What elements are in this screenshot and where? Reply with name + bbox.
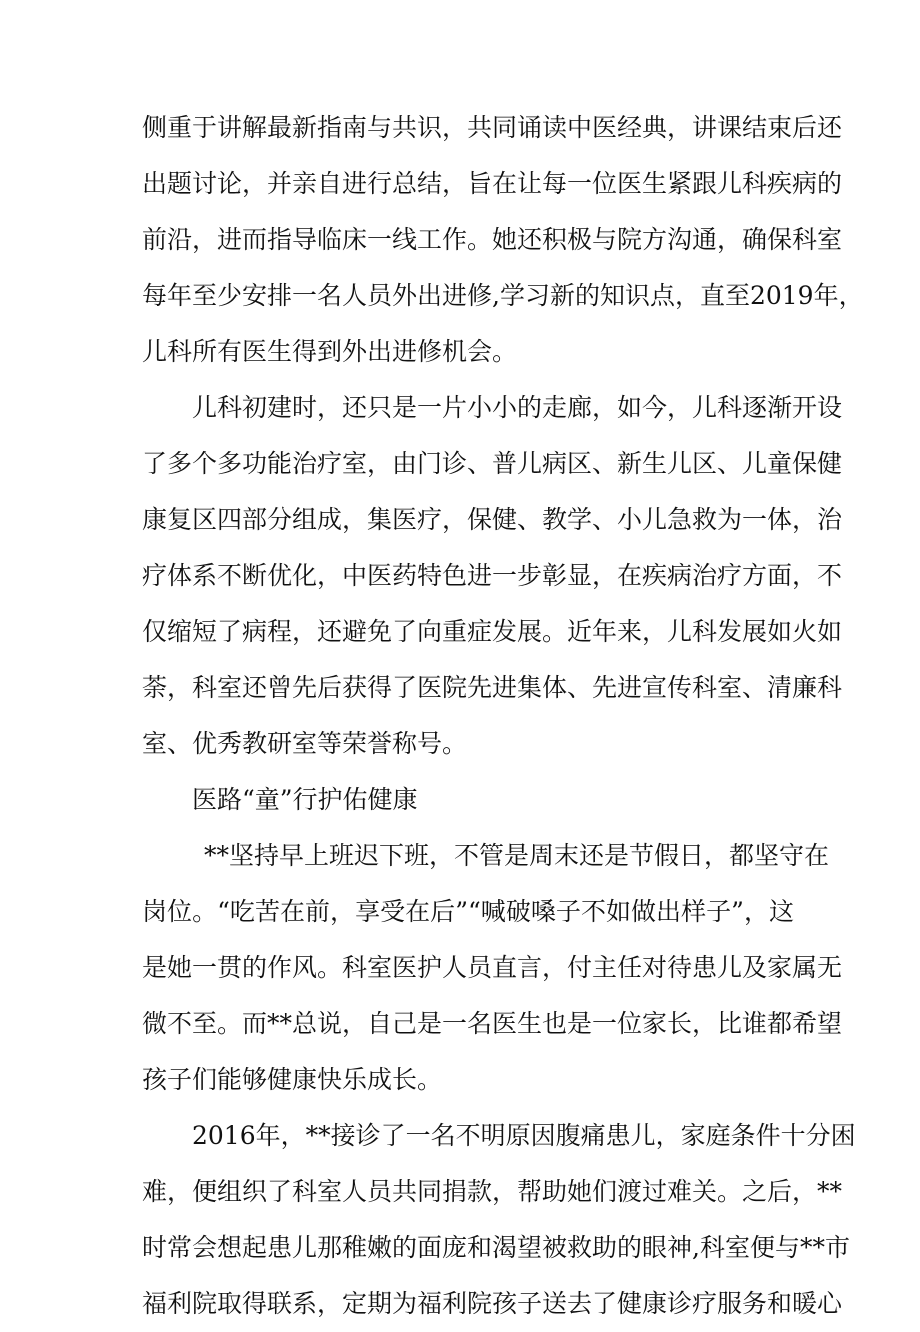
text-line: 微不至。而**总说，自己是一名医生也是一位家长，比谁都希望 <box>142 1009 843 1038</box>
section-heading-text: 医路“童”行护佑健康 <box>192 785 418 814</box>
section-heading <box>142 772 794 828</box>
text-line: 了多个多功能治疗室，由门诊、普儿病区、新生儿区、儿童保健 <box>142 449 843 478</box>
text-line: 难，便组织了科室人员共同捐款，帮助她们渡过难关。之后，** <box>142 1177 843 1206</box>
text-line: 室、优秀教研室等荣誉称号。 <box>142 729 468 758</box>
text-line: 康复区四部分组成，集医疗，保健、教学、小儿急救为一体，治 <box>142 505 843 534</box>
text-line: **坚持早上班迟下班，不管是周末还是节假日，都坚守在 <box>204 841 830 870</box>
text-line: 前沿，进而指导临床一线工作。她还积极与院方沟通，确保科室 <box>142 225 843 254</box>
text-line: 每年至少安排一名人员外出进修,学习新的知识点，直至2019年， <box>142 281 864 310</box>
text-line: 时常会想起患儿那稚嫩的面庞和渴望被救助的眼神,科室便与**市 <box>142 1233 850 1262</box>
paragraph-dedication <box>142 828 843 1108</box>
body-text <box>142 100 864 1332</box>
text-line: 出题讨论，并亲自进行总结，旨在让每一位医生紧跟儿科疾病的 <box>142 169 843 198</box>
text-line: 儿科初建时，还只是一片小小的走廊，如今，儿科逐渐开设 <box>192 393 843 422</box>
paragraph-charity <box>142 1108 856 1332</box>
text-line: 侧重于讲解最新指南与共识，共同诵读中医经典，讲课结束后还 <box>142 113 843 142</box>
text-line: 2016年，**接诊了一名不明原因腹痛患儿，家庭条件十分困 <box>192 1121 856 1150</box>
text-line: 岗位。“吃苦在前，享受在后”“喊破嗓子不如做出样子”，这 <box>142 897 794 926</box>
text-line: 福利院取得联系，定期为福利院孩子送去了健康诊疗服务和暖心 <box>142 1289 843 1318</box>
text-line: 荼，科室还曾先后获得了医院先进集体、先进宣传科室、清廉科 <box>142 673 843 702</box>
text-line: 儿科所有医生得到外出进修机会。 <box>142 337 518 366</box>
text-line: 孩子们能够健康快乐成长。 <box>142 1065 443 1094</box>
text-line: 疗体系不断优化，中医药特色进一步彰显，在疾病治疗方面，不 <box>142 561 843 590</box>
text-line: 仅缩短了病程，还避免了向重症发展。近年来，儿科发展如火如 <box>142 617 843 646</box>
text-line: 是她一贯的作风。科室医护人员直言，付主任对待患儿及家属无 <box>142 953 843 982</box>
paragraph-department-history <box>142 380 843 772</box>
paragraph-training <box>142 100 864 380</box>
